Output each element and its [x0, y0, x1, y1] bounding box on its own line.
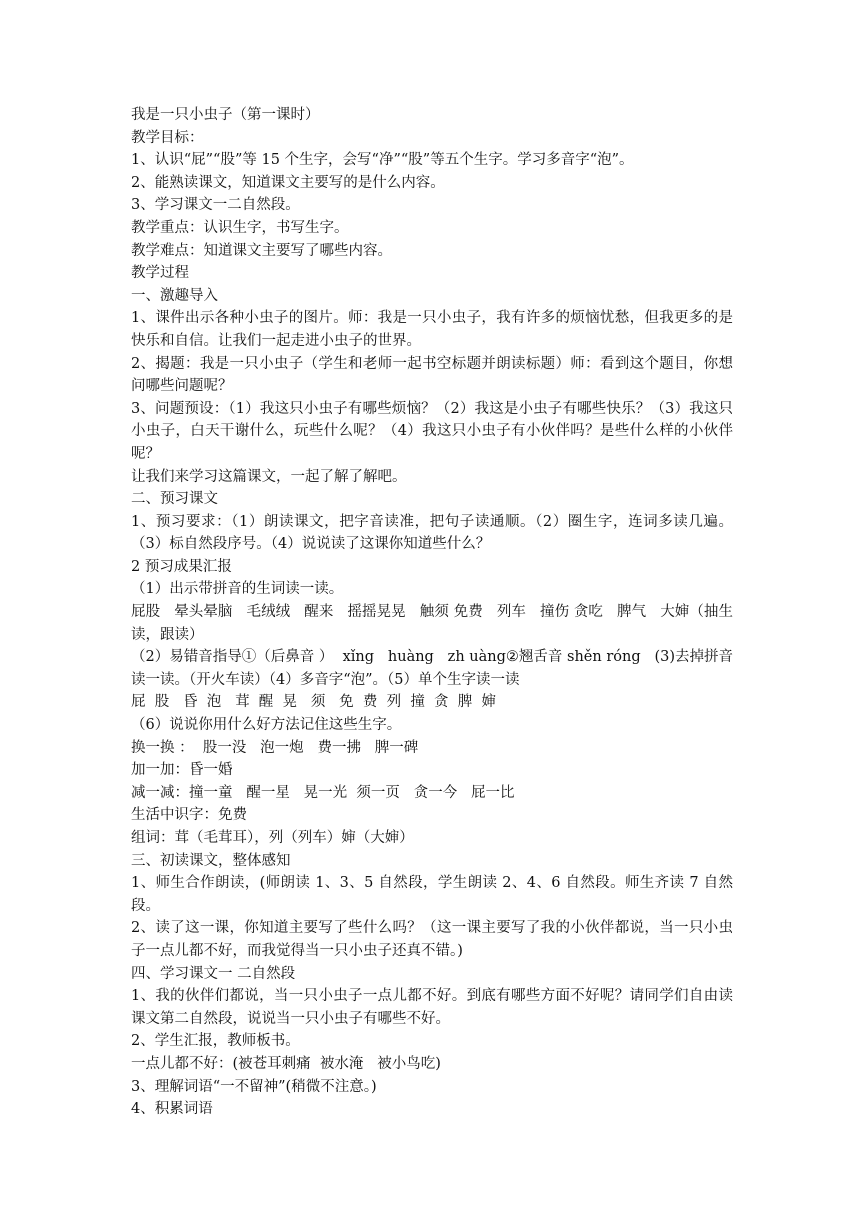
paragraph: 1、我的伙伴们都说，当一只小虫子一点儿都不好。到底有哪些方面不好呢？请同学们自由读课文第二自然段，说说当一只小虫子有哪些不好。 [131, 988, 733, 1027]
paragraph: 1、课件出示各种小虫子的图片。师：我是一只小虫子，我有许多的烦恼忧愁，但我更多的是快乐和自信。让我们一起走进小虫子的世界。 [131, 310, 733, 349]
paragraph: 2、揭题：我是一只小虫子（学生和老师一起书空标题并朗读标题）师：看到这个题目，你想问哪些问题呢？ [131, 355, 733, 395]
paragraph: 让我们来学习这篇课文，一起了解了解吧。 [131, 468, 407, 485]
paragraph: 屁 股 昏 泡 茸 醒 晃 须 免 费 列 撞 贪 脾 婶 [131, 694, 496, 711]
paragraph: 教学重点：认识生字，书写生字。 [131, 219, 349, 236]
section-heading: 一、激趣导入 [131, 287, 218, 304]
paragraph: 3、理解词语“一不留神”(稍微不注意。) [131, 1078, 377, 1095]
paragraph: 2、学生汇报，教师板书。 [131, 1033, 300, 1050]
document-title: 我是一只小虫子（第一课时） [131, 107, 320, 123]
paragraph: 减一减：撞一童 醒一星 晃一光 须一页 贪一今 屁一比 [131, 784, 515, 801]
paragraph: 加一加：昏一婚 [131, 762, 233, 779]
paragraph: 4、积累词语 [131, 1101, 213, 1118]
section-heading: 二、预习课文 [131, 491, 218, 508]
section-heading: 教学过程 [131, 265, 189, 282]
section-heading: 教学目标： [131, 129, 204, 146]
paragraph: 1、师生合作朗读，(师朗读 1、3、5 自然段，学生朗读 2、4、6 自然段。师生齐读 7 自然段。 [131, 875, 733, 914]
paragraph: 组词：茸（毛茸耳），列（列车）婶（大婶） [131, 830, 414, 846]
paragraph: 屁股 晕头晕脑 毛绒绒 醒来 摇摇晃晃 触须 免费 列车 撞伤 贪吃 脾气 大婶（抽生读，跟读） [131, 604, 733, 643]
paragraph: 2 预习成果汇报 [131, 558, 232, 575]
paragraph: 教学难点：知道课文主要写了哪些内容。 [131, 242, 392, 259]
paragraph: （6）说说你用什么好方法记住这些生字。 [131, 717, 402, 734]
paragraph: 生活中识字：免费 [131, 807, 247, 824]
paragraph: 换一换 ： 股一没 泡一炮 费一拂 脾一碑 [131, 739, 419, 756]
paragraph: 3、学习课文一二自然段。 [131, 197, 300, 214]
paragraph: 1、预习要求：（1）朗读课文，把字音读准，把句子读通顺。（2）圈生字，连词多读几遍。（3）标自然段序号。（4）说说读了这课你知道些什么？ [131, 513, 733, 553]
document-body [131, 104, 733, 1121]
paragraph: （2）易错音指导①（后鼻音 ） xǐng huàng zh uàng②翘舌音 shěn róng (3)去掉拼音读一读。（开火车读）（4）多音字“泡”。（5）单个生字读一读 [131, 649, 733, 688]
paragraph: （1）出示带拼音的生词读一读。 [131, 581, 344, 598]
paragraph: 2、读了这一课，你知道主要写了些什么吗？（这一课主要写了我的小伙伴都说，当一只小虫子一点儿都不好，而我觉得当一只小虫子还真不错。) [131, 920, 733, 959]
paragraph: 1、认识“屁”“股”等 15 个生字，会写“净”“股”等五个生字。学习多音字“泡”。 [131, 152, 634, 169]
paragraph: 3、问题预设：（1）我这只小虫子有哪些烦恼？（2）我这是小虫子有哪些快乐？（3）我这只小虫子，白天干谢什么，玩些什么呢？（4）我这只小虫子有小伙伴吗？是些什么样的小伙伴呢？ [131, 400, 733, 462]
section-heading: 四、学习课文一 二自然段 [131, 965, 296, 982]
paragraph: 一点儿都不好：(被苍耳刺痛 被水淹 被小鸟吃) [131, 1055, 441, 1072]
section-heading: 三、初读课文，整体感知 [131, 852, 291, 869]
paragraph: 2、能熟读课文，知道课文主要写的是什么内容。 [131, 174, 445, 191]
